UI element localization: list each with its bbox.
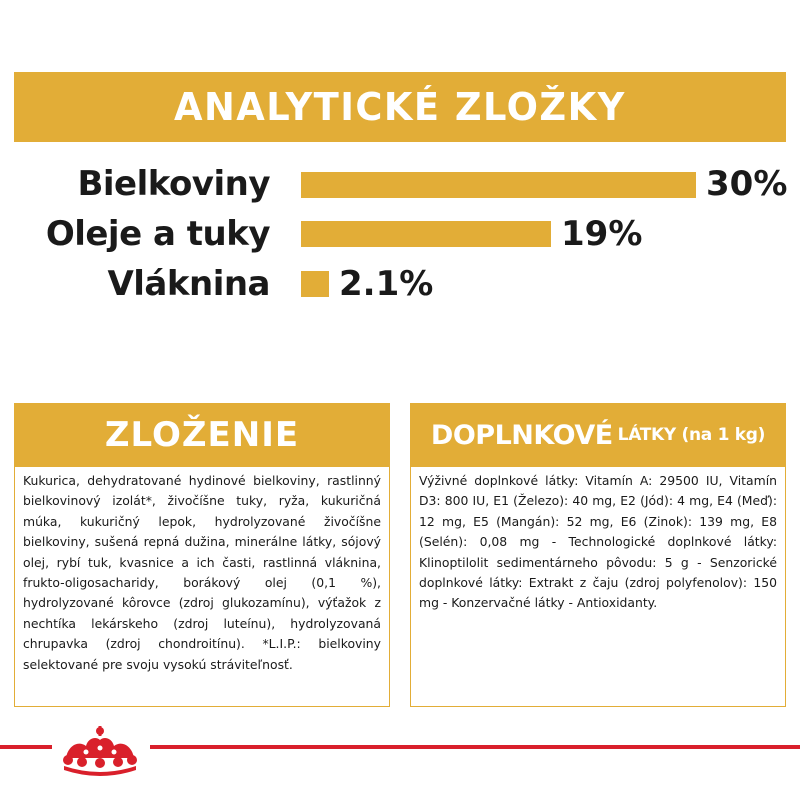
- footer-line-right: [150, 745, 800, 749]
- royal-crown-icon: [56, 724, 144, 776]
- bar-value-protein: 30%: [706, 164, 788, 204]
- bar-value-fat: 19%: [561, 214, 643, 254]
- bar-label-protein: Bielkoviny: [77, 164, 270, 204]
- supplements-title-band: [410, 403, 786, 467]
- composition-title-band: [14, 403, 390, 467]
- bar-label-fiber: Vláknina: [107, 264, 270, 304]
- composition-title: ZLOŽENIE: [104, 415, 300, 455]
- bar-value-fiber: 2.1%: [339, 264, 434, 304]
- bar-label-fat: Oleje a tuky: [45, 214, 270, 254]
- bar-fiber: [301, 271, 329, 297]
- supplements-title: DOPLNKOVÉ: [430, 419, 613, 451]
- analytic-title: ANALYTICKÉ ZLOŽKY: [174, 85, 626, 129]
- composition-text: Kukurica, dehydratované hydinové bielkoviny, rastlinný bielkovinový izolát*, živočíšne tuky, ryža, kukuričná múka, kukuričný lepok, hydrolyzované živočíšne bielkoviny, sušená repná dužina, minerálne látky, sójový olej, rybí tuk, kvasnice a ich časti, rastlinná vláknina, frukto-oligosacharidy, borákový olej (0,1 %), hydrolyzované kôrovce (zdroj glukozamínu), výťažok z nechtíka lekárskeho (zdroj luteínu), hydrolyzovaná chrupavka (zdroj chondroitínu). *L.I.P.: bielkoviny selektované pre svoju vysokú stráviteľnosť.: [14, 467, 390, 707]
- bar-protein: [301, 172, 696, 198]
- analytic-title-band: [14, 72, 786, 142]
- supplements-text: Výživné doplnkové látky: Vitamín A: 29500 IU, Vitamín D3: 800 IU, E1 (Železo): 40 mg, E2 (Jód): 4 mg, E4 (Meď): 12 mg, E5 (Mangán): 52 mg, E6 (Zinok): 139 mg, E8 (Selén): 0,08 mg - Technologické doplnkové látky: Klinoptilolit sedimentárneho pôvodu: 5 g - Senzorické doplnkové látky: Extrakt z čaju (zdroj polyfenolov): 150 mg - Konzervačné látky - Antioxidanty.: [410, 467, 786, 707]
- bar-fat: [301, 221, 551, 247]
- footer-line-left: [0, 745, 52, 749]
- supplements-subtitle: LÁTKY (na 1 kg): [617, 425, 766, 445]
